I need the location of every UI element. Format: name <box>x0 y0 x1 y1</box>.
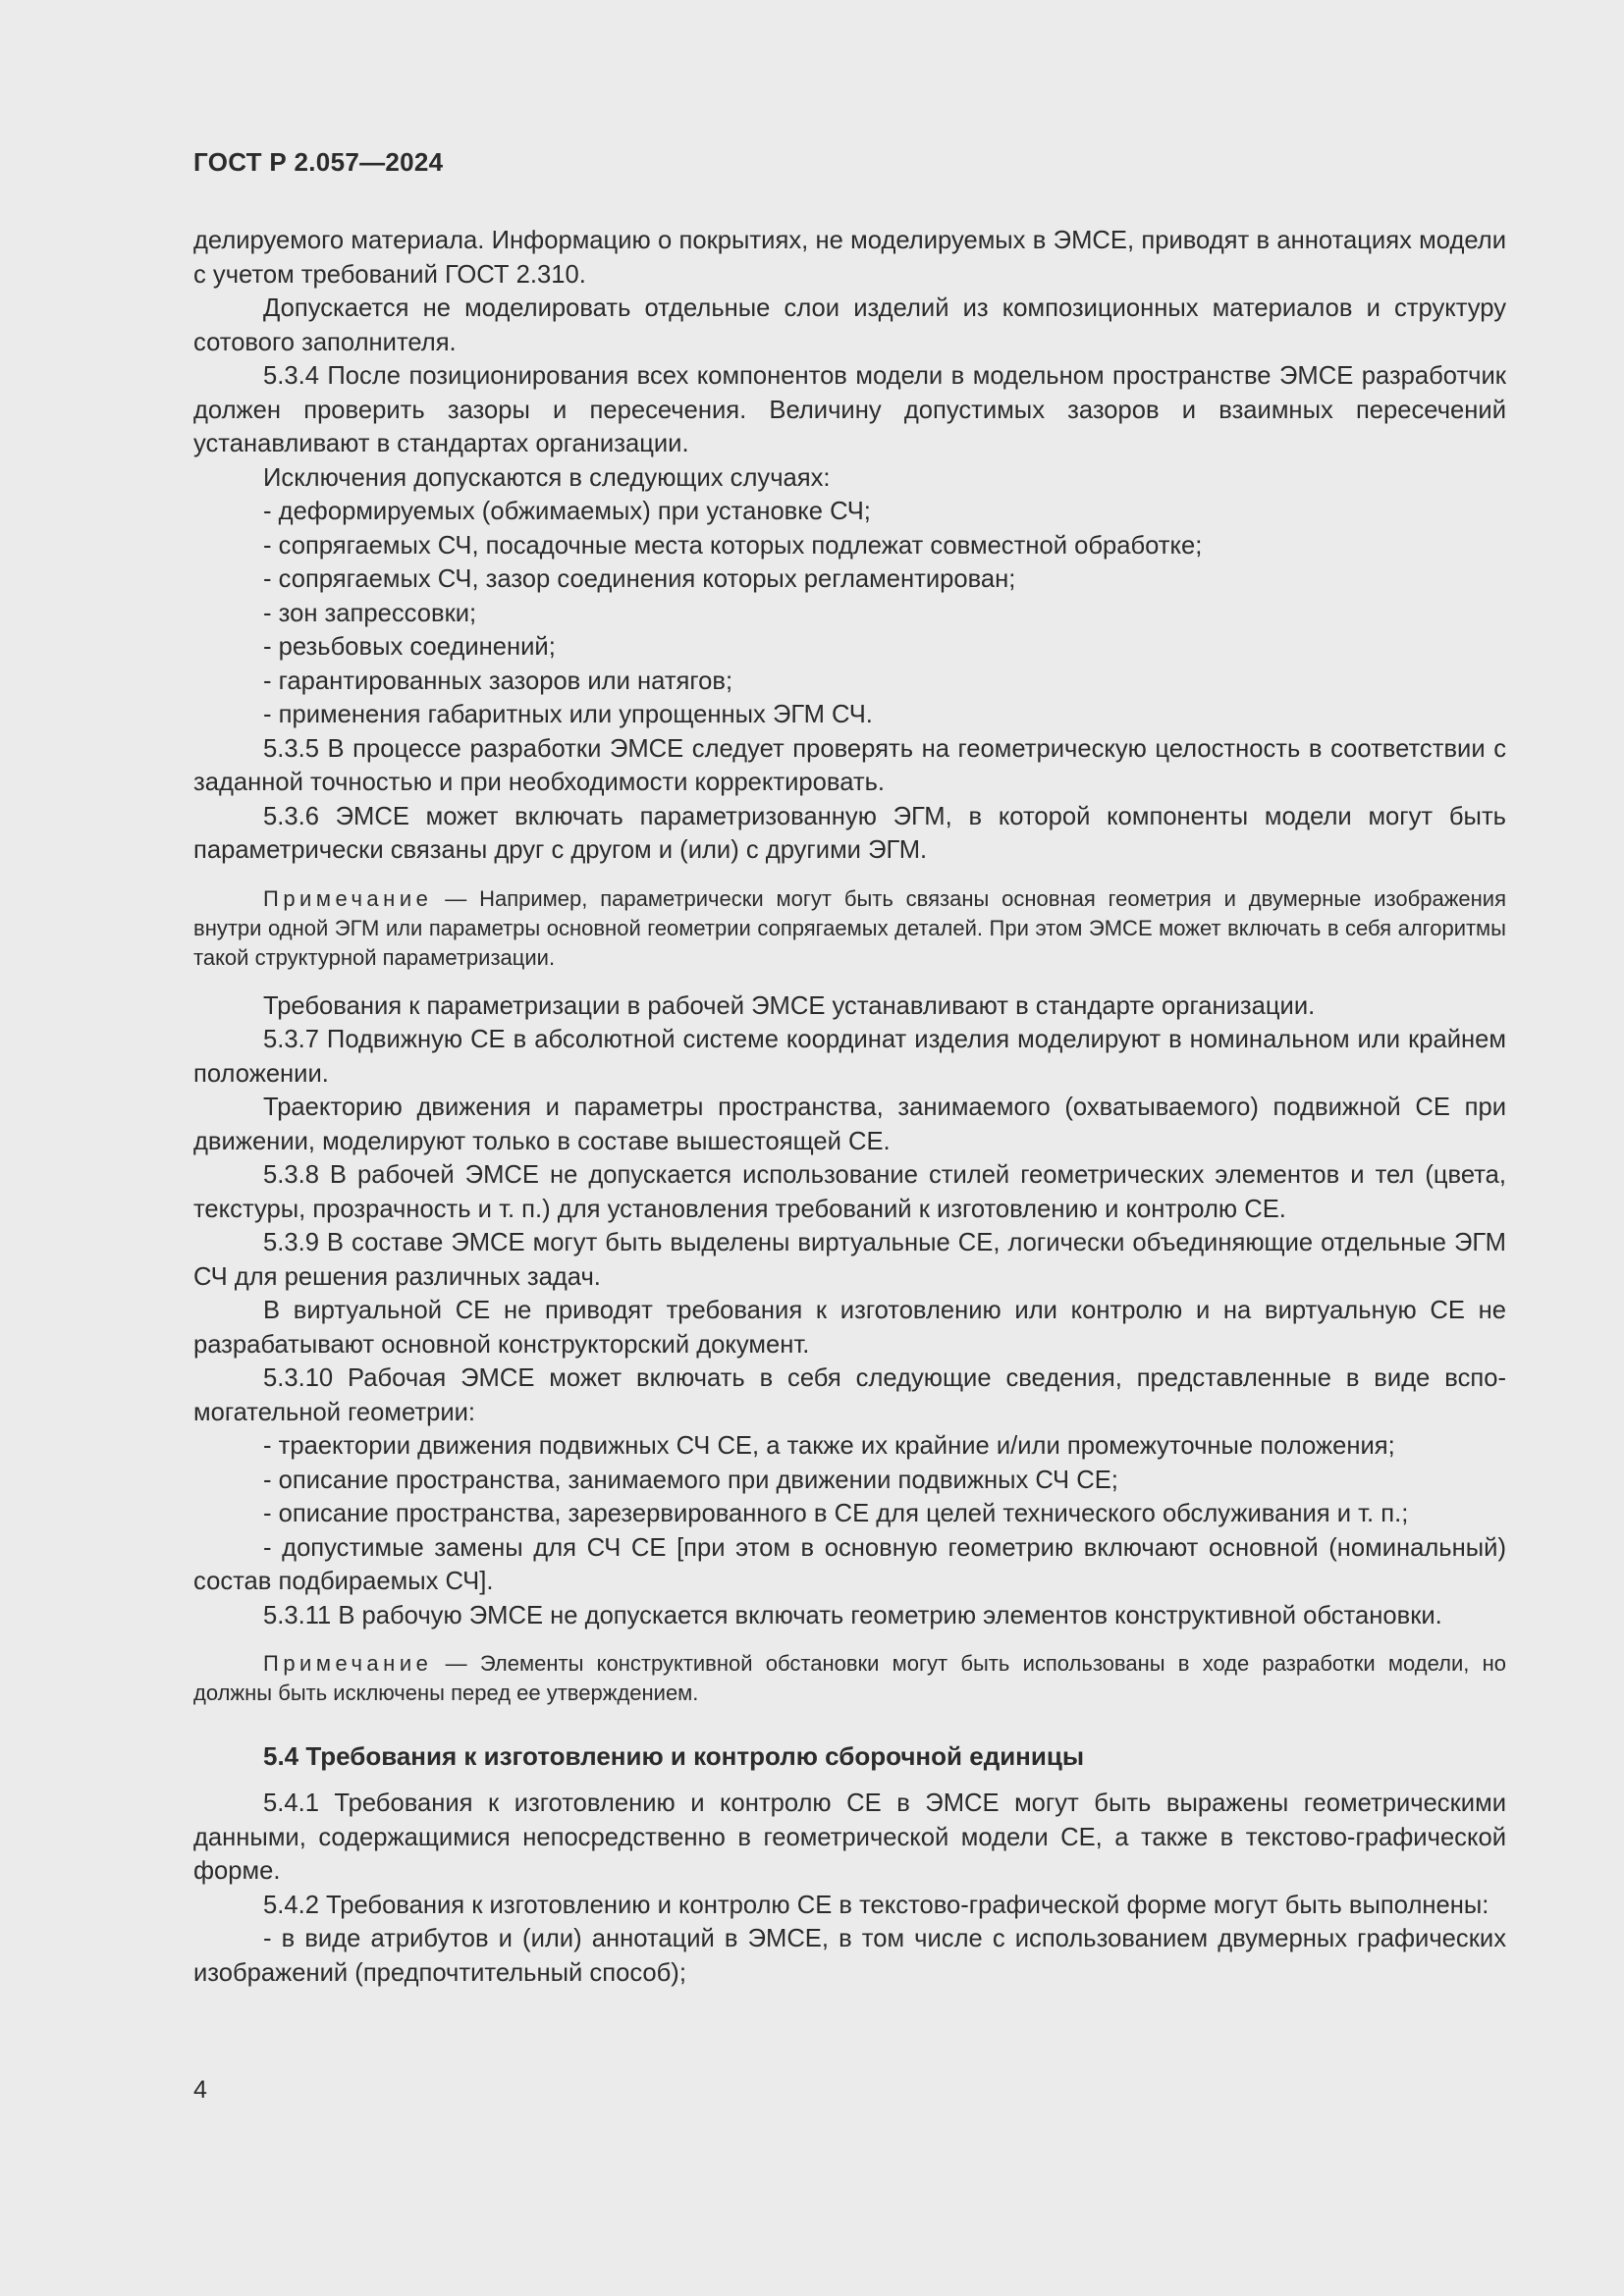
section-heading-5-4: 5.4 Требования к изготовлению и контролю сборочной единицы <box>263 1741 1085 1771</box>
note-label: Примечание <box>263 885 433 911</box>
list-item: - допустимые замены для СЧ СЕ [при этом в основную геометрию включают основной (номинальный) состав подбираемых СЧ]. <box>193 1533 1506 1595</box>
clause-5-3-8: 5.3.8 В рабочей ЭМСЕ не допускается использование стилей геометрических элементов и тел (цвета, текстуры, прозрачность и т. п.) для установления требований к изготовлению и контролю СЕ. <box>193 1161 1506 1223</box>
clause-5-3-5: 5.3.5 В процессе разработки ЭМСЕ следует проверять на геометрическую целостность в соответствии с заданной точностью и при необходимости корректировать. <box>193 734 1506 796</box>
clause-5-3-9: 5.3.9 В составе ЭМСЕ могут быть выделены виртуальные СЕ, логически объединяющие отдельные ЭГМ СЧ для решения различных задач. <box>193 1229 1506 1291</box>
list-item: - сопрягаемых СЧ, зазор соединения которых регламентирован; <box>263 565 1016 593</box>
list-item: - описание пространства, зарезервированного в СЕ для целей технического обслуживания и т. п.; <box>263 1500 1409 1527</box>
list-item: - в виде атрибутов и (или) аннотаций в ЭМСЕ, в том числе с использованием двумерных графических изображений (предпочтительный способ); <box>193 1925 1506 1987</box>
paragraph: Допускается не моделировать отдельные слои изделий из композиционных материалов и структуру сотового заполнителя. <box>193 294 1506 356</box>
list-item: - сопрягаемых СЧ, посадочные места которых подлежат совместной обработке; <box>263 531 1203 560</box>
document-body <box>193 224 1506 1990</box>
list-item: - описание пространства, занимаемого при движении подвижных СЧ СЕ; <box>263 1466 1118 1494</box>
clause-5-3-11: 5.3.11 В рабочую ЭМСЕ не допускается включать геометрию элементов конструктивной обстановки. <box>263 1601 1442 1629</box>
note <box>193 884 1506 973</box>
clause-5-4-1: 5.4.1 Требования к изготовлению и контролю СЕ в ЭМСЕ могут быть выражены геометрическими данными, содержащимися непосредственно в геометрической модели СЕ, а также в текстово-графической форме. <box>193 1789 1506 1885</box>
clause-5-4-2: 5.4.2 Требования к изготовлению и контролю СЕ в текстово-графической форме могут быть выполнены: <box>263 1891 1489 1919</box>
list-item: - зон запрессовки; <box>263 599 477 627</box>
paragraph: Траекторию движения и параметры пространства, занимаемого (охватываемого) подвижной СЕ при движении, моделируют только в составе вышестоящей СЕ. <box>193 1094 1506 1155</box>
note-label: Примечание <box>263 1651 433 1676</box>
clause-5-3-4: 5.3.4 После позиционирования всех компонентов модели в модельном пространстве ЭМСЕ разработчик должен проверить зазоры и пересечения. Величину допустимых зазоров и взаимных пересечений устанавливают в стандартах организации. <box>193 362 1506 457</box>
paragraph: Исключения допускаются в следующих случаях: <box>263 463 831 492</box>
list-item: - гарантированных зазоров или натягов; <box>263 667 733 695</box>
list-item: - резьбовых соединений; <box>263 633 556 661</box>
page-number: 4 <box>193 2076 207 2104</box>
list-item: - траектории движения подвижных СЧ СЕ, а также их крайние и/или промежуточные положения; <box>263 1432 1395 1460</box>
paragraph: делируемого материала. Информацию о покрытиях, не моделируемых в ЭМСЕ, приводят в аннотациях модели с учетом требований ГОСТ 2.310. <box>193 227 1506 289</box>
clause-5-3-10: 5.3.10 Рабочая ЭМСЕ может включать в себя следующие сведения, представленные в виде вспомогательной геометрии: <box>193 1364 1506 1426</box>
list-item: - деформируемых (обжимаемых) при установке СЧ; <box>263 498 871 525</box>
clause-5-3-7: 5.3.7 Подвижную СЕ в абсолютной системе координат изделия моделируют в номинальном или крайнем положении. <box>193 1026 1506 1088</box>
note-text: — Например, параметрически могут быть связаны основная геометрия и двумерные изображения внутри одной ЭГМ или параметры основной геометрии сопрягаемых деталей. При этом ЭМСЕ может включать в себя алгоритмы такой структурной параметризации. <box>193 885 1506 970</box>
document-code-header: ГОСТ Р 2.057—2024 <box>193 147 444 177</box>
note <box>193 1649 1506 1708</box>
list-item: - применения габаритных или упрощенных ЭГМ СЧ. <box>263 701 873 728</box>
paragraph: В виртуальной СЕ не приводят требования к изготовлению или контролю и на виртуальную СЕ не разрабатывают основной конструкторский документ. <box>193 1297 1506 1359</box>
paragraph: Требования к параметризации в рабочей ЭМСЕ устанавливают в стандарте организации. <box>263 991 1316 1020</box>
note-text: — Элементы конструктивной обстановки могут быть использованы в ходе разработки модели, но должны быть исключены перед ее утверждением. <box>193 1651 1506 1705</box>
clause-5-3-6: 5.3.6 ЭМСЕ может включать параметризованную ЭГМ, в которой компоненты модели могут быть параметрически связаны друг с другом и (или) с другими ЭГМ. <box>193 802 1506 864</box>
